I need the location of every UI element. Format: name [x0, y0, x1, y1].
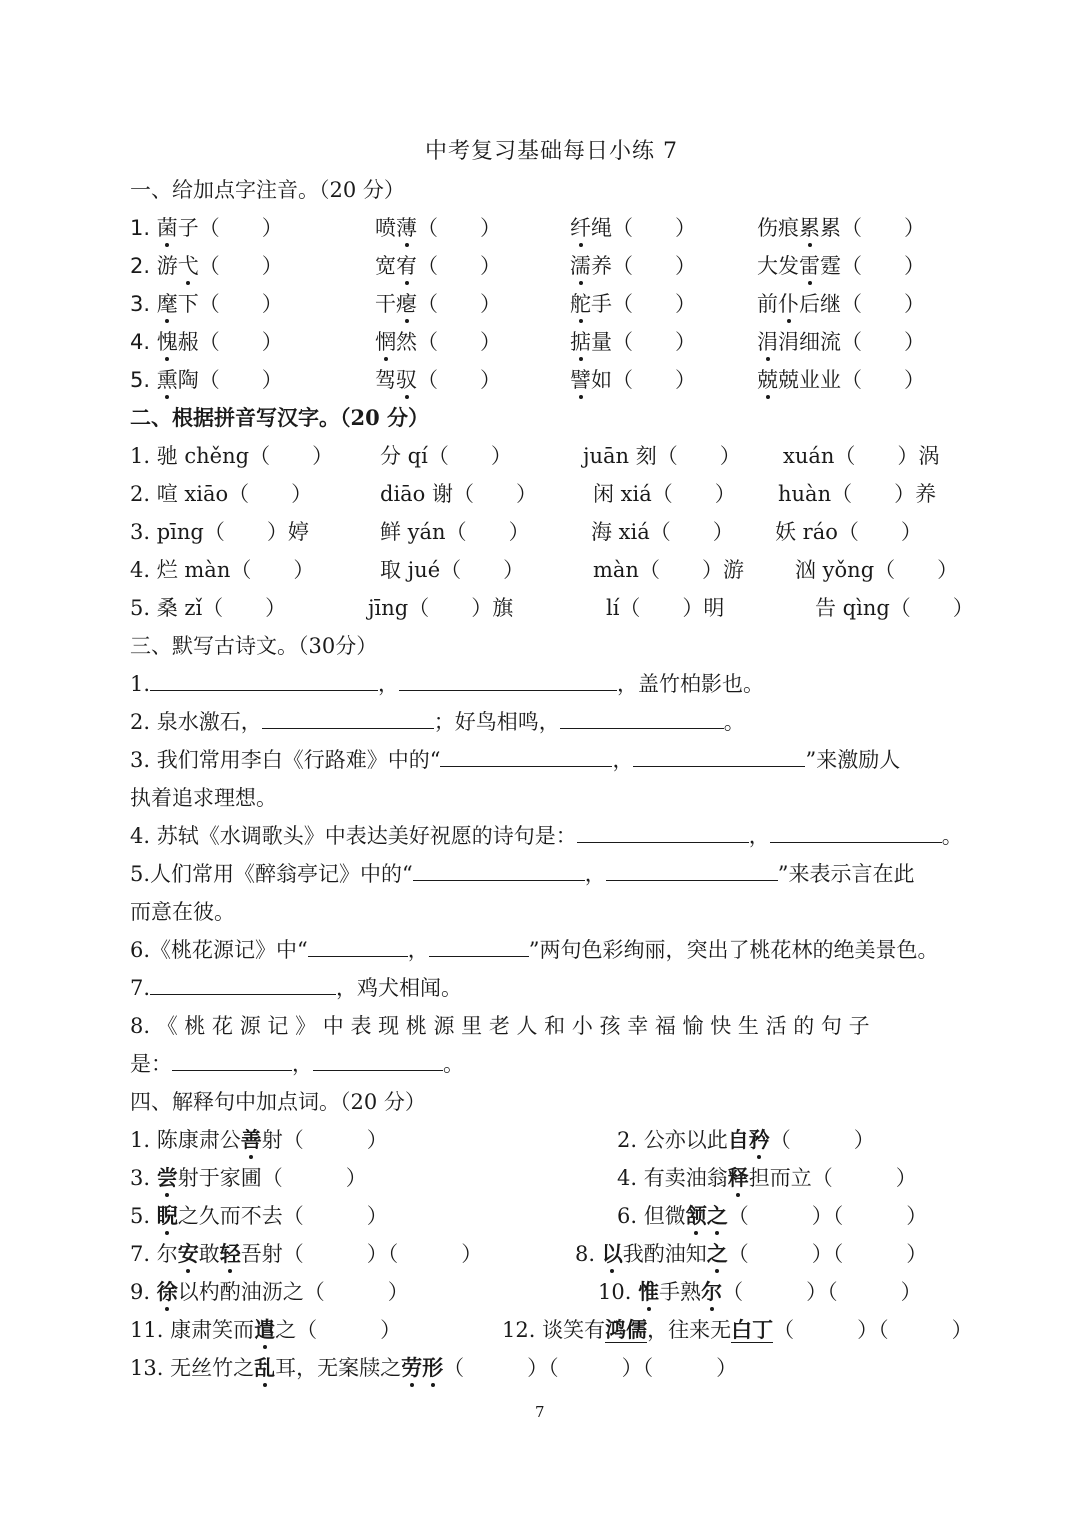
section-1-heading: 一、给加点字注音。（20 分）	[130, 178, 405, 202]
s2-item: 分 qí（ ）	[380, 444, 512, 468]
s1-item: 驾驭（ ）	[375, 368, 501, 392]
s3-q7: 7. ，鸡犬相闻。	[130, 976, 463, 1000]
s3-q2: 2. 泉水激石， ；好鸟相鸣， 。	[130, 710, 745, 734]
section-4-heading: 四、解释句中加点词。（20 分）	[130, 1090, 426, 1114]
s2-item: 妖 ráo（ ）	[775, 520, 922, 544]
s1-item: 5. 熏陶（ ）	[130, 368, 283, 392]
s2-item: huàn（ ）养	[778, 482, 937, 506]
s3-q3: 3. 我们常用李白《行路难》中的“ ， ”来激励人	[130, 748, 901, 772]
s1-item: 前仆后继（ ）	[757, 292, 925, 316]
s3-q6: 6.《桃花源记》中“ ， ”两句色彩绚丽，突出了桃花林的绝美景色。	[130, 938, 939, 962]
s4-q6: 6. 但微颔之（ ）（ ）	[617, 1203, 928, 1228]
s2-item: 2. 喧 xiāo（ ）	[130, 482, 313, 506]
s4-q11: 11. 康肃笑而遣之（ ）	[130, 1317, 402, 1342]
s1-item: 喷薄（ ）	[375, 216, 501, 240]
s3-q8: 8. 《 桃 花 源 记 》 中 表 现 桃 源 里 老 人 和 小 孩 幸 福 愉 快 生 活 的 句 子	[130, 1014, 870, 1038]
s4-q1: 1. 陈康肃公善射（ ）	[130, 1127, 388, 1152]
s2-item: màn（ ）游	[593, 558, 744, 582]
s1-item: 干瘪（ ）	[375, 292, 501, 316]
s3-q4: 4. 苏轼《水调歌头》中表达美好祝愿的诗句是： ， 。	[130, 824, 963, 848]
s2-item: xuán（ ）涡	[783, 444, 940, 468]
s1-item: 濡养（ ）	[570, 254, 696, 278]
s3-q5: 5.人们常用《醉翁亭记》中的“ ， ”来表示言在此	[130, 862, 915, 886]
s3-q3-cont: 执着追求理想。	[130, 786, 277, 810]
s2-item: 闲 xiá（ ）	[593, 482, 736, 506]
s3-q8-cont: 是： ， 。	[130, 1052, 464, 1076]
s3-q1: 1. ， ，盖竹柏影也。	[130, 672, 765, 696]
s2-item: jīng（ ）旗	[368, 596, 514, 620]
section-3-heading: 三、默写古诗文。（30分）	[130, 634, 378, 658]
s1-item: 涓涓细流（ ）	[757, 330, 925, 354]
s2-item: 告 qìng（ ）	[815, 596, 974, 620]
s3-q5-cont: 而意在彼。	[130, 900, 235, 924]
s1-item: 譬如（ ）	[570, 368, 696, 392]
s1-item: 舵手（ ）	[570, 292, 696, 316]
page-number: 7	[535, 1403, 545, 1421]
s2-item: 取 jué（ ）	[380, 558, 525, 582]
s1-item: 大发雷霆（ ）	[757, 254, 925, 278]
s1-item: 惘然（ ）	[375, 330, 501, 354]
s1-item: 2. 游弋（ ）	[130, 254, 283, 278]
page-title: 中考复习基础每日小练 7	[425, 139, 678, 164]
s2-item: 3. pīng（ ）婷	[130, 520, 309, 544]
s4-q13: 13. 无丝竹之乱耳，无案牍之劳形（ ）（ ）（ ）	[130, 1355, 738, 1380]
s1-item: 3. 麾下（ ）	[130, 292, 283, 316]
s4-q10: 10. 惟手熟尔（ ）（ ）	[598, 1279, 922, 1304]
s1-item: 4. 愧赧（ ）	[130, 330, 283, 354]
s2-item: 海 xiá（ ）	[591, 520, 734, 544]
s4-q12: 12. 谈笑有鸿儒，往来无白丁（ ）（ ）	[502, 1317, 973, 1342]
s4-q9: 9. 徐以杓酌油沥之（ ）	[130, 1279, 409, 1304]
s2-item: lí（ ）明	[606, 596, 725, 620]
s1-item: 掂量（ ）	[570, 330, 696, 354]
s4-q8: 8. 以我酌油知之（ ）（ ）	[575, 1241, 928, 1266]
s1-item: 伤痕累累（ ）	[757, 216, 925, 240]
s4-q2: 2. 公亦以此自矜（ ）	[617, 1127, 875, 1152]
s1-item: 纤绳（ ）	[570, 216, 696, 240]
s2-item: 4. 烂 màn（ ）	[130, 558, 315, 582]
section-2-heading: 二、根据拼音写汉字。（20 分）	[130, 405, 430, 430]
s2-item: 5. 桑 zǐ（ ）	[130, 596, 287, 620]
s1-item: 宽宥（ ）	[375, 254, 501, 278]
s2-item: diāo 谢（ ）	[380, 482, 537, 506]
s2-item: 鲜 yán（ ）	[380, 520, 530, 544]
s4-q7: 7. 尔安敢轻吾射（ ）（ ）	[130, 1241, 483, 1266]
s2-item: 汹 yǒng（ ）	[795, 558, 959, 582]
s4-q4: 4. 有卖油翁释担而立（ ）	[617, 1165, 917, 1190]
s4-q3: 3. 尝射于家圃（ ）	[130, 1165, 367, 1190]
s1-item: 1. 菌子（ ）	[130, 216, 283, 240]
s2-item: 1. 驰 chěng（ ）	[130, 444, 334, 468]
s2-item: juān 刻（ ）	[583, 444, 741, 468]
s4-q5: 5. 睨之久而不去（ ）	[130, 1203, 388, 1228]
s1-item: 兢兢业业（ ）	[757, 368, 925, 392]
